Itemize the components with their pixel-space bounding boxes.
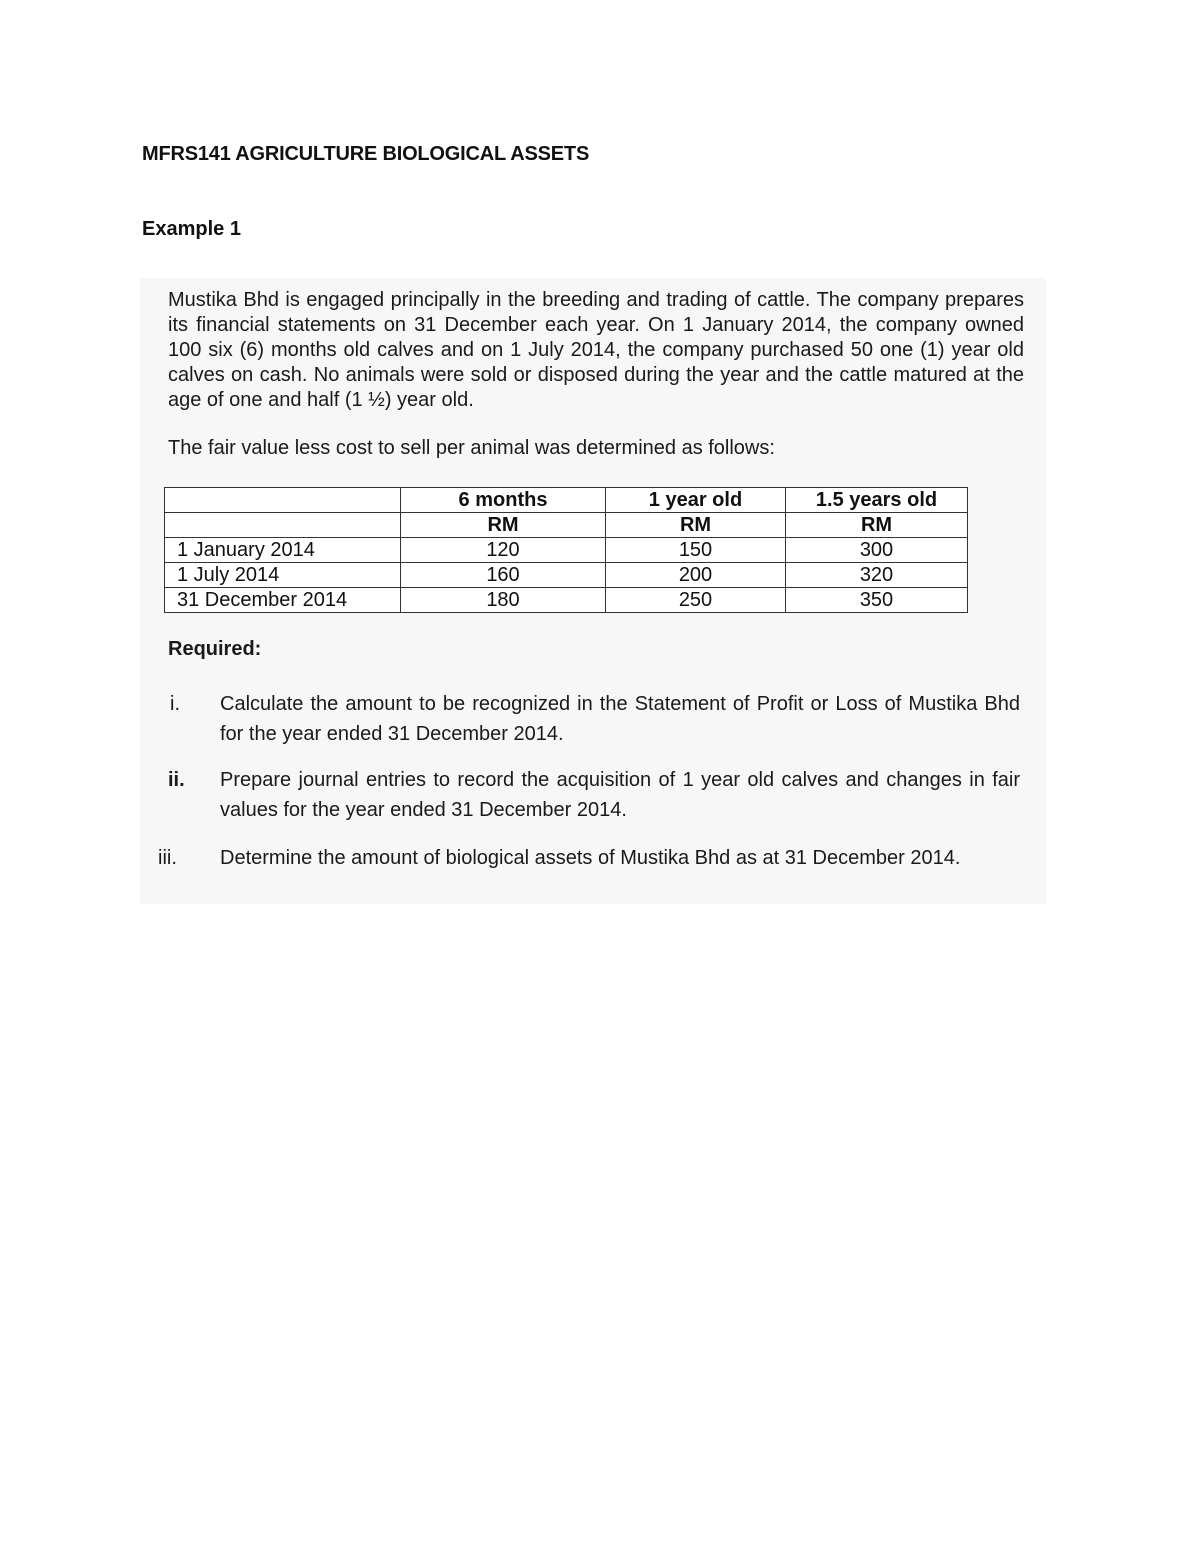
table-date-cell: 1 January 2014 [165, 538, 401, 563]
table-unit-cell: RM [401, 513, 606, 538]
table-value-cell: 120 [401, 538, 606, 563]
table-units-row [165, 513, 968, 538]
table-row [165, 538, 968, 563]
table-header-cell: 6 months [401, 488, 606, 513]
table-unit-cell: RM [606, 513, 786, 538]
table-row [165, 588, 968, 613]
table-value-cell: 350 [786, 588, 968, 613]
table-unit-cell: RM [786, 513, 968, 538]
required-heading: Required: [168, 638, 262, 660]
document-title: MFRS141 AGRICULTURE BIOLOGICAL ASSETS [142, 143, 590, 165]
example-heading: Example 1 [142, 218, 241, 240]
fair-value-intro: The fair value less cost to sell per animal was determined as follows: [168, 437, 775, 459]
table-date-cell: 1 July 2014 [165, 563, 401, 588]
table-value-cell: 200 [606, 563, 786, 588]
table-value-cell: 150 [606, 538, 786, 563]
table-date-cell: 31 December 2014 [165, 588, 401, 613]
table-row [165, 563, 968, 588]
required-item-marker: iii. [158, 847, 177, 869]
table-header-row [165, 488, 968, 513]
table-value-cell: 160 [401, 563, 606, 588]
table-value-cell: 300 [786, 538, 968, 563]
required-item-marker: ii. [168, 769, 185, 791]
table-header-cell: 1 year old [606, 488, 786, 513]
required-item-text: Determine the amount of biological assets of Mustika Bhd as at 31 December 2014. [220, 847, 961, 869]
table-header-cell [165, 488, 401, 513]
table-value-cell: 180 [401, 588, 606, 613]
required-item-text: Prepare journal entries to record the acquisition of 1 year old calves and changes in fair values for the year ended 31 December 2014. [220, 769, 1020, 821]
table-header-cell: 1.5 years old [786, 488, 968, 513]
table-unit-cell [165, 513, 401, 538]
table-value-cell: 250 [606, 588, 786, 613]
required-item-text: Calculate the amount to be recognized in the Statement of Profit or Loss of Mustika Bhd for the year ended 31 December 2014. [220, 693, 1020, 745]
required-item-marker: i. [170, 693, 180, 715]
question-intro-paragraph: Mustika Bhd is engaged principally in the breeding and trading of cattle. The company prepares its financial statements on 31 December each year. On 1 January 2014, the company owned 100 six (6) months old calves and on 1 July 2014, the company purchased 50 one (1) year old calves on cash. No animals were sold or disposed during the year and the cattle matured at the age of one and half (1 ½) year old. [168, 289, 1024, 411]
fair-value-table [164, 487, 968, 613]
table-value-cell: 320 [786, 563, 968, 588]
